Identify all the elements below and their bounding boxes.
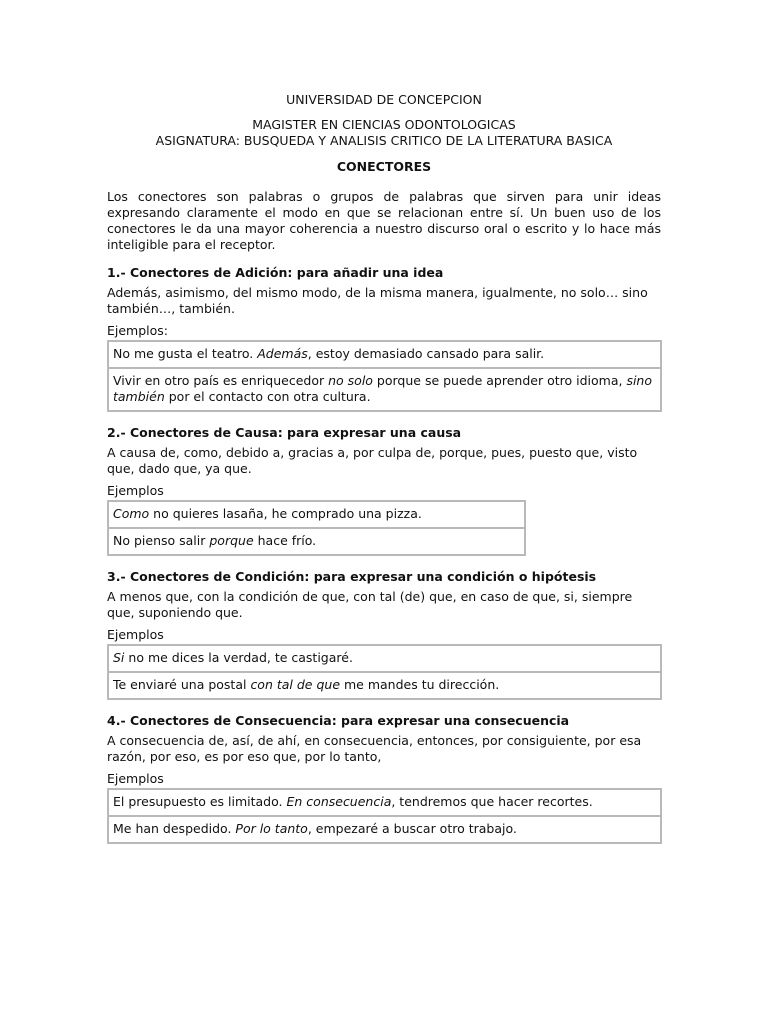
section-causa	[107, 425, 661, 556]
example-row	[108, 341, 661, 368]
example-row	[108, 501, 525, 528]
example-row	[108, 645, 661, 672]
examples-label: Ejemplos	[107, 771, 164, 786]
example-row	[108, 789, 661, 816]
example-row	[108, 368, 661, 411]
example-cell: Te enviaré una postal con tal de que me mandes tu dirección.	[108, 672, 661, 699]
connector-list: A menos que, con la condición de que, con tal (de) que, en caso de que, si, siempre que, suponiendo que.	[107, 589, 633, 620]
example-cell: Vivir en otro país es enriquecedor no solo porque se puede aprender otro idioma, sino también por el contacto con otra cultura.	[108, 368, 661, 411]
examples-table	[107, 788, 662, 844]
example-cell: No me gusta el teatro. Además, estoy demasiado cansado para salir.	[108, 341, 661, 368]
examples-table	[107, 340, 662, 412]
section-adicion	[107, 265, 661, 412]
example-row	[108, 816, 661, 843]
document-header	[107, 92, 661, 149]
connector-list: A causa de, como, debido a, gracias a, por culpa de, porque, pues, puesto que, visto que, dado que, ya que.	[107, 445, 638, 476]
example-cell: Me han despedido. Por lo tanto, empezaré a buscar otro trabajo.	[108, 816, 661, 843]
section-condicion	[107, 569, 661, 700]
examples-table	[107, 644, 662, 700]
example-cell: Si no me dices la verdad, te castigaré.	[108, 645, 661, 672]
course-name: ASIGNATURA: BUSQUEDA Y ANALISIS CRITICO DE LA LITERATURA BASICA	[155, 133, 613, 148]
program-name: MAGISTER EN CIENCIAS ODONTOLOGICAS	[252, 117, 516, 132]
example-cell: El presupuesto es limitado. En consecuencia, tendremos que hacer recortes.	[108, 789, 661, 816]
example-cell: No pienso salir porque hace frío.	[108, 528, 525, 555]
examples-label: Ejemplos:	[107, 323, 169, 338]
document-title: CONECTORES	[336, 159, 432, 174]
university-name: UNIVERSIDAD DE CONCEPCION	[286, 92, 482, 107]
examples-label: Ejemplos	[107, 483, 164, 498]
section-heading: 4.- Conectores de Consecuencia: para expresar una consecuencia	[107, 713, 570, 728]
examples-table	[107, 500, 526, 556]
intro-paragraph: Los conectores son palabras o grupos de palabras que sirven para unir ideas expresando claramente el modo en que se relacionan entre sí. Un buen uso de los conectores le da una mayor coherencia a nuestro discurso oral o escrito y lo hace más inteligible para el receptor.	[107, 189, 661, 252]
section-heading: 1.- Conectores de Adición: para añadir una idea	[107, 265, 444, 280]
example-row	[108, 672, 661, 699]
example-cell: Como no quieres lasaña, he comprado una pizza.	[108, 501, 525, 528]
connector-list: Además, asimismo, del mismo modo, de la misma manera, igualmente, no solo… sino también…, también.	[107, 285, 648, 316]
example-row	[108, 528, 525, 555]
examples-label: Ejemplos	[107, 627, 164, 642]
section-heading: 3.- Conectores de Condición: para expresar una condición o hipótesis	[107, 569, 597, 584]
connector-list: A consecuencia de, así, de ahí, en consecuencia, entonces, por consiguiente, por esa razón, por eso, es por eso que, por lo tanto,	[107, 733, 642, 764]
section-heading: 2.- Conectores de Causa: para expresar una causa	[107, 425, 462, 440]
section-consecuencia	[107, 713, 661, 844]
